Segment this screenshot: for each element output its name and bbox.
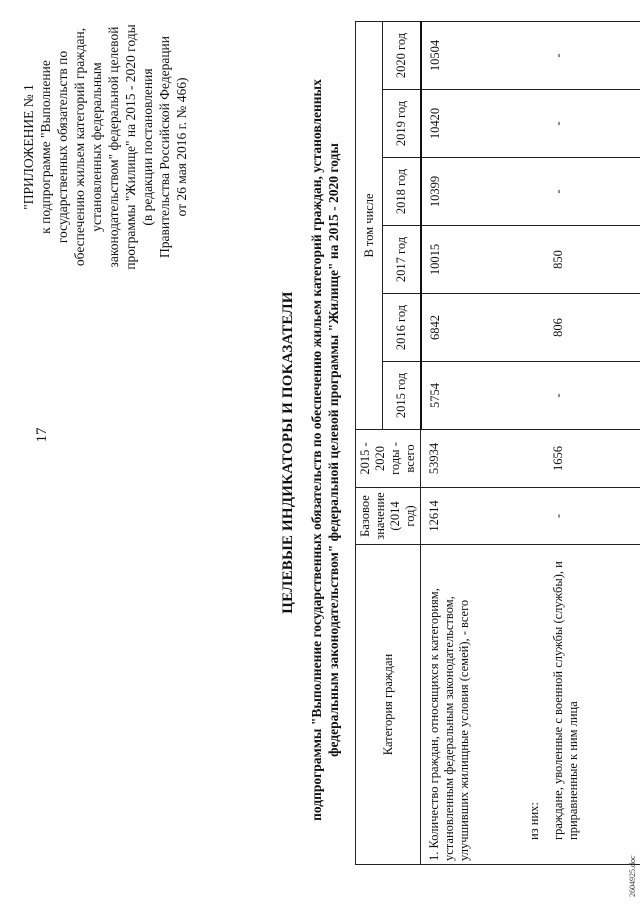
row-year-value: 6842 (421, 294, 522, 362)
appendix-line: установленных федеральным (89, 62, 104, 232)
header-year-2019: 2019 год (383, 90, 421, 158)
row-total: 1656 (545, 430, 640, 488)
appendix-line: программы "Жилище" на 2015 - 2020 годы (123, 24, 138, 270)
row-year-value: 10504 (421, 21, 522, 89)
header-year-2017: 2017 год (383, 226, 421, 294)
row-subheading: из них: (521, 545, 545, 865)
document-title: ЦЕЛЕВЫЕ ИНДИКАТОРЫ И ПОКАЗАТЕЛИ (280, 291, 296, 614)
row-total: 53934 (421, 430, 522, 488)
header-year-2020: 2020 год (383, 21, 421, 89)
row-category: граждане, уволенные с военной службы (службы), и приравненные к ним лица (545, 545, 640, 865)
row-category: 1. Количество граждан, относящихся к категориям, установленным федеральным законодательством, улучшивших жилищные условия (семей), - всего (421, 545, 522, 865)
footer-file-code: 2604925.doc (628, 855, 637, 897)
row-base-value: 12614 (421, 488, 522, 545)
row-year-value: 806 (545, 294, 640, 362)
header-base-value: Базовое значение (2014 год) (356, 488, 421, 545)
row-year-value: - (545, 21, 640, 89)
subtitle-line: подпрограммы "Выполнение государственных обязательств по обеспечению жильем категорий граждан, установленных (309, 79, 324, 821)
appendix-line: законодательством" федеральной целевой (106, 26, 121, 268)
header-year-2016: 2016 год (383, 294, 421, 362)
appendix-line: обеспечению жильем категорий граждан, (72, 27, 87, 267)
table-row (521, 21, 545, 864)
header-total: 2015 - 2020 годы - всего (356, 430, 421, 488)
table-row (545, 21, 640, 864)
appendix-line: "ПРИЛОЖЕНИЕ № 1 (21, 84, 36, 210)
row-base-value: - (545, 488, 640, 545)
appendix-line: Правительства Российской Федерации (157, 36, 172, 258)
appendix-note (20, 17, 190, 277)
appendix-line: (в редакции постановления (140, 68, 155, 226)
subtitle-line: федеральным законодательством" федеральной целевой программы "Жилище" на 2015 - 2020 годы (326, 143, 341, 757)
document-subtitle (308, 55, 342, 845)
header-category: Категория граждан (356, 545, 421, 865)
row-year-value: 5754 (421, 362, 522, 430)
row-year-value: 850 (545, 226, 640, 294)
row-year-value: 10420 (421, 90, 522, 158)
row-year-value: 10399 (421, 158, 522, 226)
row-year-value: - (545, 362, 640, 430)
row-year-value: - (545, 158, 640, 226)
appendix-line: к подпрограмме "Выполнение (38, 60, 53, 234)
page-number: 17 (34, 427, 50, 443)
row-year-value: 10015 (421, 226, 522, 294)
row-year-value: - (545, 90, 640, 158)
appendix-line: от 26 мая 2016 г. № 466) (174, 77, 189, 217)
appendix-line: государственных обязательств по (55, 50, 70, 244)
indicators-table (355, 21, 640, 865)
table-row (421, 21, 522, 864)
header-year-2018: 2018 год (383, 158, 421, 226)
header-year-2015: 2015 год (383, 362, 421, 430)
header-including: В том числе (356, 21, 383, 429)
